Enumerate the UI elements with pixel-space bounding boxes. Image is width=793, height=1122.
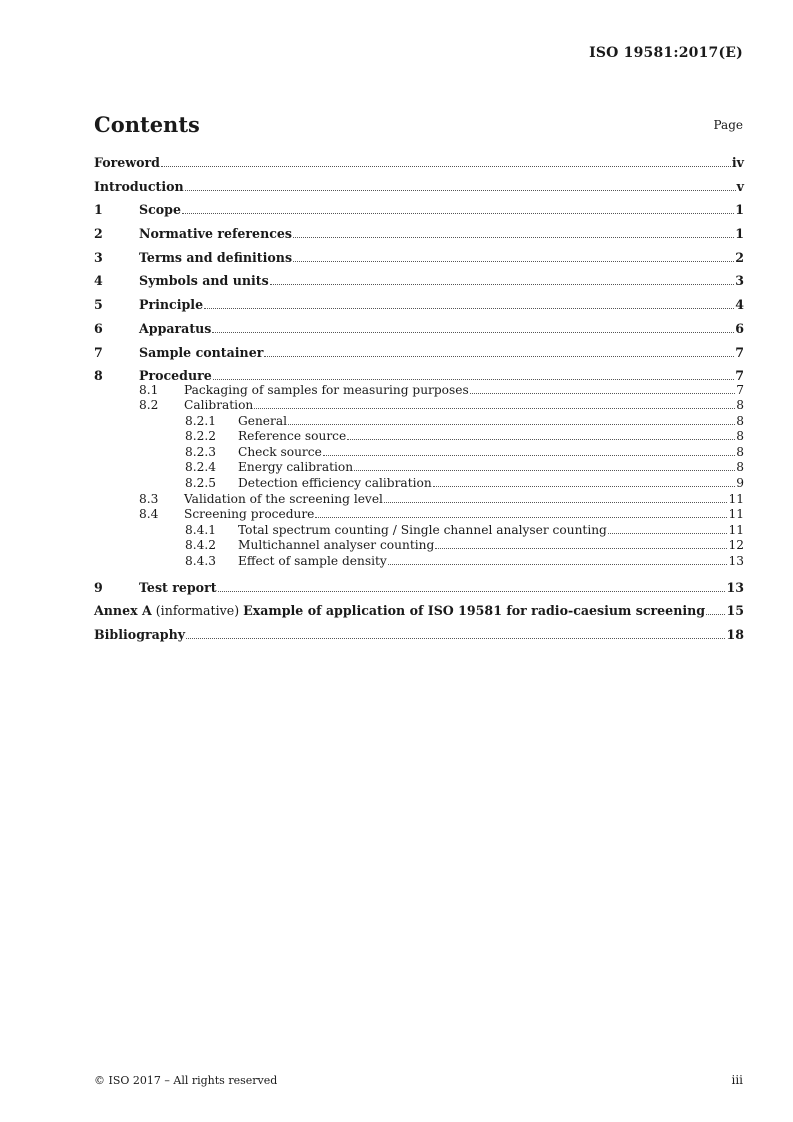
toc-entry-title: Scope <box>139 202 181 218</box>
toc-entry-title: Reference source <box>238 429 347 444</box>
toc-entry-number: 8.2.5 <box>185 476 217 491</box>
toc-entry[interactable] <box>94 179 744 194</box>
dot-leader <box>315 516 727 518</box>
toc-entry-page: 1 <box>735 202 744 218</box>
toc-entry[interactable] <box>94 580 744 595</box>
dot-leader <box>384 501 728 503</box>
toc-entry[interactable] <box>94 202 744 217</box>
dot-leader <box>347 438 735 440</box>
toc-entry[interactable] <box>94 345 744 360</box>
toc-entry-number: 4 <box>94 273 103 289</box>
dot-leader <box>270 283 735 285</box>
table-of-contents <box>94 155 744 642</box>
toc-entry[interactable] <box>94 445 744 461</box>
toc-entry-page: 18 <box>726 627 744 642</box>
toc-entry-number: 8.1 <box>139 382 159 397</box>
toc-entry-page: 13 <box>728 554 744 569</box>
annex-title: Example of application of ISO 19581 for radio-caesium screening <box>243 603 706 619</box>
toc-entry[interactable] <box>94 460 744 476</box>
toc-entry-number: 8.4.1 <box>185 522 217 537</box>
toc-entry[interactable] <box>94 414 744 430</box>
dot-leader <box>388 563 728 565</box>
toc-entry-title: Screening procedure <box>184 507 315 522</box>
dot-leader <box>264 355 734 357</box>
toc-entry-title: Sample container <box>139 344 264 360</box>
dot-leader <box>470 392 736 394</box>
toc-entry-number: 5 <box>94 297 103 313</box>
toc-entry-title: Symbols and units <box>139 273 269 289</box>
dot-leader <box>293 236 734 238</box>
toc-entry-number: 8.2.3 <box>185 444 217 459</box>
toc-entry-page: 11 <box>728 491 744 506</box>
toc-entry-page: 6 <box>735 320 744 336</box>
toc-entry-number: 8.4.2 <box>185 538 217 553</box>
contents-title: Contents <box>94 112 200 137</box>
toc-entry-page: 3 <box>735 273 744 289</box>
toc-entry-page: 8 <box>736 444 744 459</box>
toc-entry-title: Detection efficiency calibration <box>238 476 432 491</box>
toc-entry-title: Validation of the screening level <box>184 491 383 506</box>
dot-leader <box>354 469 735 471</box>
toc-entry-number: 9 <box>94 579 103 595</box>
dot-leader <box>212 331 734 333</box>
dot-leader <box>433 485 736 487</box>
toc-entry[interactable] <box>94 226 744 241</box>
toc-entry-title: Packaging of samples for measuring purposes <box>184 382 469 397</box>
toc-entry-page: 9 <box>736 476 744 491</box>
toc-entry-page: 12 <box>728 538 744 553</box>
toc-entry-title: Introduction <box>94 178 184 194</box>
dot-leader <box>186 637 725 639</box>
toc-entry[interactable] <box>94 476 744 492</box>
toc-entry-page: 7 <box>735 344 744 360</box>
toc-entry[interactable] <box>94 507 744 523</box>
dot-leader <box>213 378 734 380</box>
annex-prefix: Annex A <box>94 603 152 619</box>
toc-entry-title: Procedure <box>139 367 212 383</box>
toc-entry-number: 8.2.2 <box>185 429 217 444</box>
toc-entry-page: 7 <box>736 382 744 397</box>
toc-entry[interactable] <box>94 250 744 265</box>
dot-leader <box>254 407 735 409</box>
toc-entry-title: Energy calibration <box>238 460 354 475</box>
toc-entry-title: Check source <box>238 444 322 459</box>
toc-entry-number: 8.2 <box>139 398 159 413</box>
page-column-label: Page <box>713 118 743 132</box>
toc-entry-page: 8 <box>736 460 744 475</box>
toc-entry-page: 11 <box>728 522 744 537</box>
toc-entry-page: 11 <box>728 507 744 522</box>
toc-entry-number: 8.4 <box>139 507 159 522</box>
dot-leader <box>293 260 734 262</box>
dot-leader <box>218 590 726 592</box>
dot-leader <box>161 165 731 167</box>
toc-entry-number: 3 <box>94 249 103 265</box>
toc-entry[interactable] <box>94 368 744 383</box>
toc-entry-number: 8.2.4 <box>185 460 217 475</box>
toc-entry-page: 4 <box>735 297 744 313</box>
toc-entry[interactable] <box>94 321 744 336</box>
toc-entry-title: Bibliography <box>94 627 186 642</box>
dot-leader <box>706 613 725 615</box>
toc-entry-title: Effect of sample density <box>238 554 387 569</box>
toc-entry-number: 7 <box>94 344 103 360</box>
toc-entry-number: 8.4.3 <box>185 554 217 569</box>
dot-leader <box>608 532 728 534</box>
toc-entry-page: v <box>736 178 744 194</box>
toc-entry-page: 8 <box>736 413 744 428</box>
dot-leader <box>435 547 727 549</box>
toc-entry-page: 2 <box>735 249 744 265</box>
toc-entry-title: Apparatus <box>139 320 212 336</box>
toc-entry-title: Normative references <box>139 226 293 242</box>
dot-leader <box>204 307 734 309</box>
toc-entry-number: 6 <box>94 320 103 336</box>
toc-entry-title: Terms and definitions <box>139 249 293 265</box>
dot-leader <box>288 423 735 425</box>
toc-entry-number: 8.3 <box>139 491 159 506</box>
toc-entry-title: Principle <box>139 297 204 313</box>
toc-entry[interactable] <box>94 554 744 570</box>
toc-entry-number: 8 <box>94 367 103 383</box>
toc-entry-page: 1 <box>735 226 744 242</box>
footer-copyright: © ISO 2017 – All rights reserved <box>94 1074 278 1087</box>
footer-page-number: iii <box>731 1073 743 1087</box>
toc-entry-page: 8 <box>736 398 744 413</box>
toc-entry-title: Total spectrum counting / Single channel analyser counting <box>238 522 607 537</box>
toc-entry-page: 13 <box>726 579 744 595</box>
toc-entry[interactable] <box>94 538 744 554</box>
toc-entry-title: Calibration <box>184 398 254 413</box>
toc-entry[interactable] <box>94 398 744 414</box>
toc-entry-page: 8 <box>736 429 744 444</box>
toc-entry[interactable] <box>94 492 744 508</box>
toc-entry-number: 2 <box>94 226 103 242</box>
toc-entry[interactable] <box>94 429 744 445</box>
toc-entry-number: 1 <box>94 202 103 218</box>
toc-entry[interactable] <box>94 273 744 288</box>
toc-entry[interactable] <box>94 155 744 170</box>
document-id: ISO 19581:2017(E) <box>589 45 743 61</box>
toc-entry-title: Foreword <box>94 155 160 170</box>
toc-entry-title: Multichannel analyser counting <box>238 538 435 553</box>
toc-entry[interactable] <box>94 383 744 399</box>
toc-entry-number: 8.2.1 <box>185 413 217 428</box>
toc-entry-title: Test report <box>139 579 217 595</box>
toc-entry-page: iv <box>731 155 744 170</box>
toc-entry-title: General <box>238 413 287 428</box>
dot-leader <box>323 454 735 456</box>
toc-entry-page: 7 <box>735 367 744 383</box>
toc-entry-annex-a[interactable] <box>94 603 744 618</box>
annex-kind: (informative) <box>155 603 240 619</box>
toc-entry-bibliography[interactable] <box>94 627 744 642</box>
toc-entry-page: 15 <box>726 603 744 619</box>
toc-entry[interactable] <box>94 297 744 312</box>
dot-leader <box>182 212 734 214</box>
dot-leader <box>185 189 736 191</box>
toc-entry[interactable] <box>94 523 744 539</box>
